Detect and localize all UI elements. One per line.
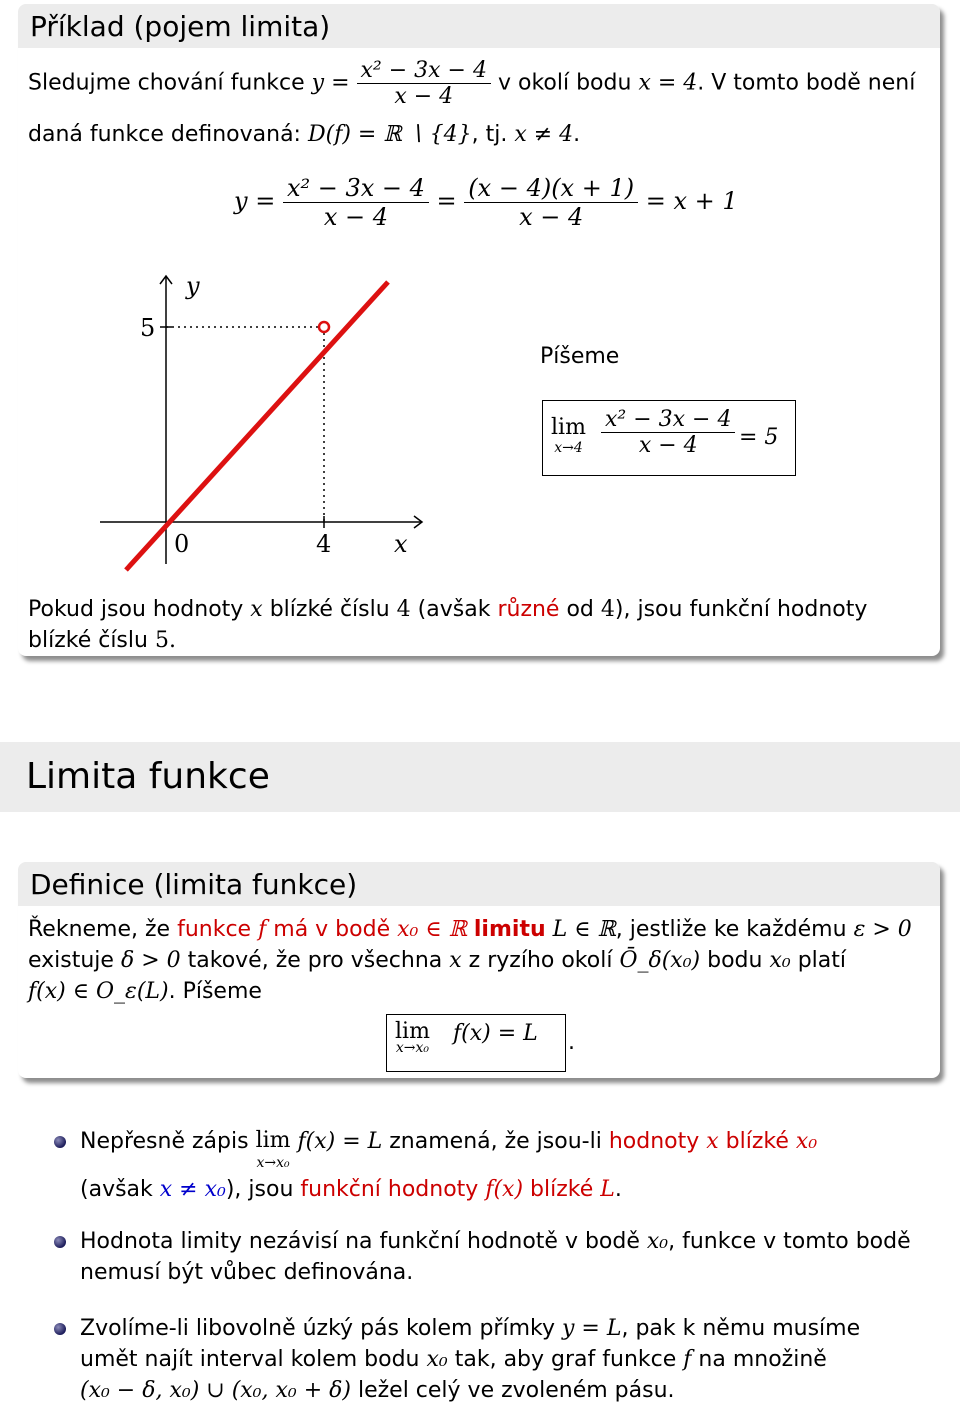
text: umět najít interval kolem bodu [80,1347,420,1372]
math-L-red: L [600,1177,615,1202]
fraction-denominator: x − 4 [601,432,735,458]
math-punctured-interval: (x₀ − δ, x₀) ∪ (x₀, x₀ + δ) [80,1378,351,1403]
text: tak, aby graf funkce [454,1347,677,1372]
text: , funkce v tomto bodě [668,1229,911,1254]
example-conclusion [28,594,928,656]
math-f: f [683,1347,692,1372]
text: Pokud jsou hodnoty [28,597,244,622]
math-fx-in-neighborhood: f(x) ∈ O_ε(L) [28,979,169,1004]
limit-operator [395,1019,430,1056]
text: blízké číslu [28,628,148,653]
limit-operator [551,415,586,456]
math-delta: δ > 0 [120,948,181,973]
text-close-red: blízké [530,1177,594,1202]
text: Nepřesně zápis [80,1129,249,1154]
eq-fraction-1 [283,174,429,231]
text: platí [797,948,846,973]
text: Sledujme chování funkce [28,70,305,96]
math-epsilon: ε > 0 [853,917,912,942]
text: , tj. [471,122,508,147]
math-x0: x₀ [769,948,791,973]
math-y-eq-L: y = L [562,1316,622,1341]
math-y-eq: y = [311,70,350,96]
math-reduced-neighborhood: Ō_δ(x₀) [619,948,701,973]
text: Hodnota limity nezávisí na funkční hodnotě v bodě [80,1229,640,1254]
math-x-eq-4: x = 4 [638,70,698,96]
eq-rhs: = x + 1 [645,187,738,215]
text: . V tomto bodě není [697,70,916,96]
text: nemusí být vůbec definována. [80,1260,414,1285]
text-red: má v bodě [273,917,391,942]
eq-lhs: y = [234,187,276,215]
y-axis-label: y [186,272,200,300]
fraction-denominator: x − 4 [357,83,491,109]
text: . [573,122,581,147]
piseme-label: Píšeme [540,344,620,369]
math-L-in-R: L ∈ ℝ [552,917,616,942]
example-title: Příklad (pojem limita) [18,4,940,48]
text: bodu [707,948,763,973]
bullet-text [80,1226,940,1288]
text: ), jsou funkční hodnoty [614,597,868,622]
fraction-1 [357,58,491,109]
definition-body [28,914,933,1007]
limit-box [542,400,796,476]
lim-text: lim [395,1019,430,1044]
text: Zvolíme-li libovolně úzký pás kolem přímky [80,1316,555,1341]
origin-label: 0 [174,530,190,558]
math-5: 5. [154,628,176,653]
limit-fraction [601,407,735,458]
lim-text: lim [551,415,586,440]
math-x0-in-R: x₀ ∈ ℝ [397,917,467,942]
math-x-neq-x0-blue: x ≠ x₀ [159,1177,226,1202]
lim-subscript: x→x₀ [395,1040,430,1056]
math-x0: x₀ [646,1229,669,1254]
math-4: 4 [600,597,615,622]
fraction-numerator: (x − 4)(x + 1) [468,174,635,202]
text: Řekneme, že [28,917,171,942]
text: daná funkce definovaná: [28,122,301,147]
eq-fraction-2 [464,174,638,231]
removable-discontinuity-point [319,322,329,332]
text: v okolí bodu [497,70,632,96]
bullet-icon [54,1236,66,1248]
text: , jestliže ke každému [615,917,847,942]
math-x0-red: x₀ [795,1129,818,1154]
text-values-red: hodnoty [608,1129,700,1154]
text-close-red: blízké [725,1129,789,1154]
limit-expression: f(x) = L [453,1021,538,1046]
bullet-text [80,1126,940,1205]
text: ), jsou [225,1177,294,1202]
text: existuje [28,948,114,973]
bullet-icon [54,1323,66,1335]
lim-subscript: x→4 [554,440,583,456]
math-limit-expression: f(x) = L [297,1129,383,1154]
math-x-red: x [706,1129,719,1154]
sentence-period: . [568,1030,575,1055]
text: znamená, že jsou-li [389,1129,602,1154]
y-tick-label: 5 [140,314,156,342]
section-title-bar [0,742,960,812]
lim-subscript: x→x₀ [256,1155,290,1171]
text-limit-bold: limitu [473,917,546,942]
math-f-red: f [258,917,267,942]
text: , pak k němu musíme [621,1316,861,1341]
definition-limit-box [386,1014,566,1072]
text: takové, že pro všechna [187,948,443,973]
fraction-denominator: x − 4 [283,202,429,231]
text-different-red: různé [497,597,560,622]
text: . Píšeme [168,979,262,1004]
text: . [614,1177,622,1202]
function-graph [90,272,430,572]
example-line-2 [28,122,580,147]
text-function-red: funkce [177,917,252,942]
text-function-values-red: funkční hodnoty [300,1177,479,1202]
math-x: x [250,597,263,622]
text: od [566,597,594,622]
text: na množině [698,1347,827,1372]
math-x-neq-4: x ≠ 4 [514,122,574,147]
fraction-numerator: x² − 3x − 4 [360,58,487,83]
math-domain: D(f) = ℝ ∖ {4} [307,122,472,147]
text: ležel celý ve zvoleném pásu. [357,1378,675,1403]
x-tick-label: 4 [316,530,332,558]
x-axis-label: x [394,530,408,558]
text: (avšak [417,597,491,622]
fraction-denominator: x − 4 [464,202,638,231]
example-line-1 [28,58,915,109]
bullet-text [80,1313,940,1406]
example-block [18,4,940,656]
section-title: Limita funkce [26,756,270,797]
lim-text: lim [255,1128,291,1153]
bullet-icon [54,1136,66,1148]
equation-simplification [234,174,738,231]
eq-equals: = [436,187,457,215]
math-fx-red: f(x) [485,1177,524,1202]
definition-block [18,862,940,1078]
fraction-numerator: x² − 3x − 4 [605,407,732,432]
math-x: x [449,948,462,973]
definition-title: Definice (limita funkce) [18,862,940,906]
text: blízké číslu [269,597,390,622]
math-x0: x₀ [426,1347,448,1372]
fraction-numerator: x² − 3x − 4 [286,174,425,202]
text: (avšak [80,1177,153,1202]
math-4: 4 [396,597,411,622]
text: z ryzího okolí [468,948,613,973]
limit-operator [256,1130,291,1174]
limit-result: = 5 [739,425,779,450]
